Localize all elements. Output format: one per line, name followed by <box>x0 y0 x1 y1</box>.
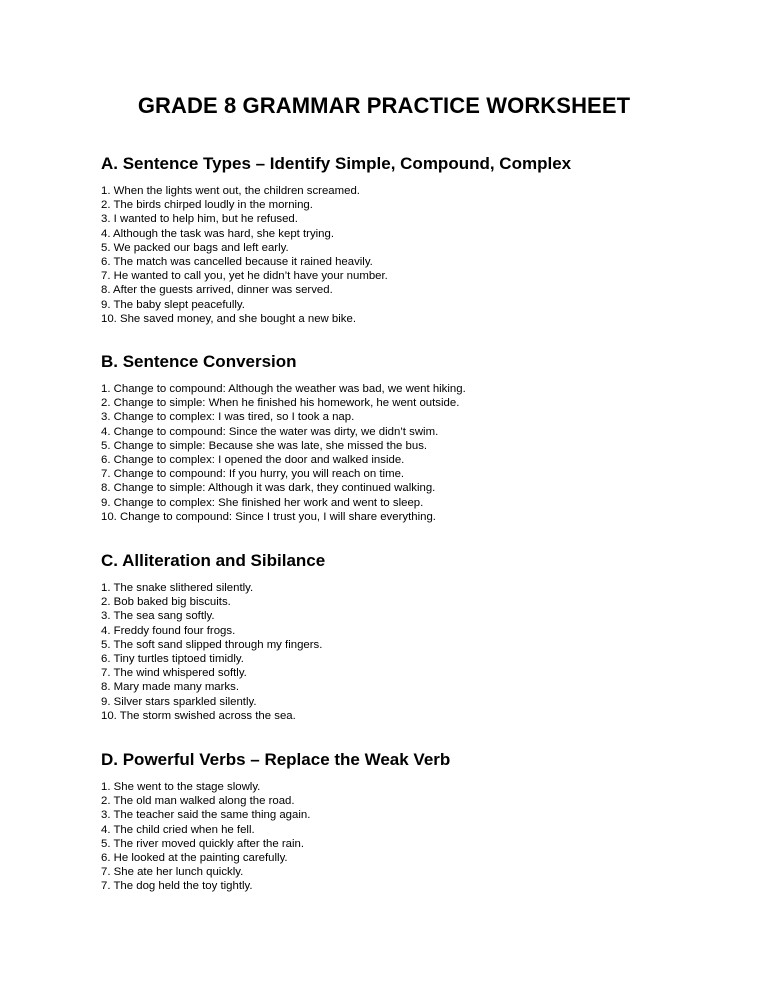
question-item: 8. Change to simple: Although it was dark, they continued walking. <box>101 482 436 495</box>
question-item: 2. Change to simple: When he finished his homework, he went outside. <box>101 397 460 410</box>
section-powerful-verbs <box>101 749 721 894</box>
question-item: 5. The soft sand slipped through my fingers. <box>101 638 323 651</box>
question-item: 5. We packed our bags and left early. <box>101 241 289 254</box>
question-item: 1. She went to the stage slowly. <box>101 781 261 793</box>
question-list <box>101 581 721 723</box>
question-item: 5. The river moved quickly after the rain. <box>101 837 305 850</box>
question-item: 4. Although the task was hard, she kept trying. <box>101 227 335 240</box>
question-item: 6. Change to complex: I opened the door and walked inside. <box>101 454 405 467</box>
question-item: 8. After the guests arrived, dinner was served. <box>101 284 333 297</box>
page-title: GRADE 8 GRAMMAR PRACTICE WORKSHEET <box>137 93 631 118</box>
question-item: 8. Mary made many marks. <box>101 681 239 694</box>
question-item: 7. He wanted to call you, yet he didn’t have your number. <box>101 270 388 283</box>
question-item: 9. Change to complex: She finished her work and went to sleep. <box>101 496 424 509</box>
question-item: 3. The teacher said the same thing again. <box>101 809 311 822</box>
question-item: 1. Change to compound: Although the weather was bad, we went hiking. <box>101 383 466 395</box>
question-item: 3. Change to complex: I was tired, so I took a nap. <box>101 411 355 424</box>
question-item: 10. She saved money, and she bought a new bike. <box>101 312 356 325</box>
question-list <box>101 780 721 894</box>
question-item: 6. The match was cancelled because it rained heavily. <box>101 256 373 269</box>
question-item: 1. When the lights went out, the children screamed. <box>101 185 360 197</box>
question-item: 1. The snake slithered silently. <box>101 582 254 594</box>
question-item: 3. I wanted to help him, but he refused. <box>101 213 298 226</box>
question-item: 4. Freddy found four frogs. <box>101 624 236 637</box>
question-item: 9. Silver stars sparkled silently. <box>101 695 257 708</box>
question-item: 7. She ate her lunch quickly. <box>101 866 244 879</box>
section-heading: B. Sentence Conversion <box>101 352 297 371</box>
question-item: 9. The baby slept peacefully. <box>101 298 245 311</box>
section-heading: A. Sentence Types – Identify Simple, Compound, Complex <box>101 154 572 173</box>
question-item: 4. Change to compound: Since the water was dirty, we didn’t swim. <box>101 425 439 438</box>
section-heading: C. Alliteration and Sibilance <box>101 551 326 570</box>
question-item: 2. The old man walked along the road. <box>101 795 295 808</box>
question-item: 10. Change to compound: Since I trust you, I will share everything. <box>101 510 436 523</box>
question-item: 7. The dog held the toy tightly. <box>101 880 253 893</box>
question-item: 6. He looked at the painting carefully. <box>101 852 288 865</box>
question-item: 7. The wind whispered softly. <box>101 667 247 680</box>
question-item: 10. The storm swished across the sea. <box>101 709 296 722</box>
question-item: 3. The sea sang softly. <box>101 610 215 623</box>
question-item: 4. The child cried when he fell. <box>101 823 255 836</box>
question-item: 7. Change to compound: If you hurry, you will reach on time. <box>101 468 405 481</box>
question-item: 5. Change to simple: Because she was late, she missed the bus. <box>101 439 428 452</box>
section-heading: D. Powerful Verbs – Replace the Weak Verb <box>101 750 451 769</box>
question-list <box>101 382 721 524</box>
question-item: 2. The birds chirped loudly in the morning. <box>101 199 313 212</box>
question-item: 2. Bob baked big biscuits. <box>101 596 231 609</box>
section-sentence-conversion <box>101 351 721 524</box>
section-alliteration-sibilance <box>101 550 721 723</box>
section-sentence-types <box>101 153 721 326</box>
question-item: 6. Tiny turtles tiptoed timidly. <box>101 653 244 666</box>
question-list <box>101 184 721 326</box>
